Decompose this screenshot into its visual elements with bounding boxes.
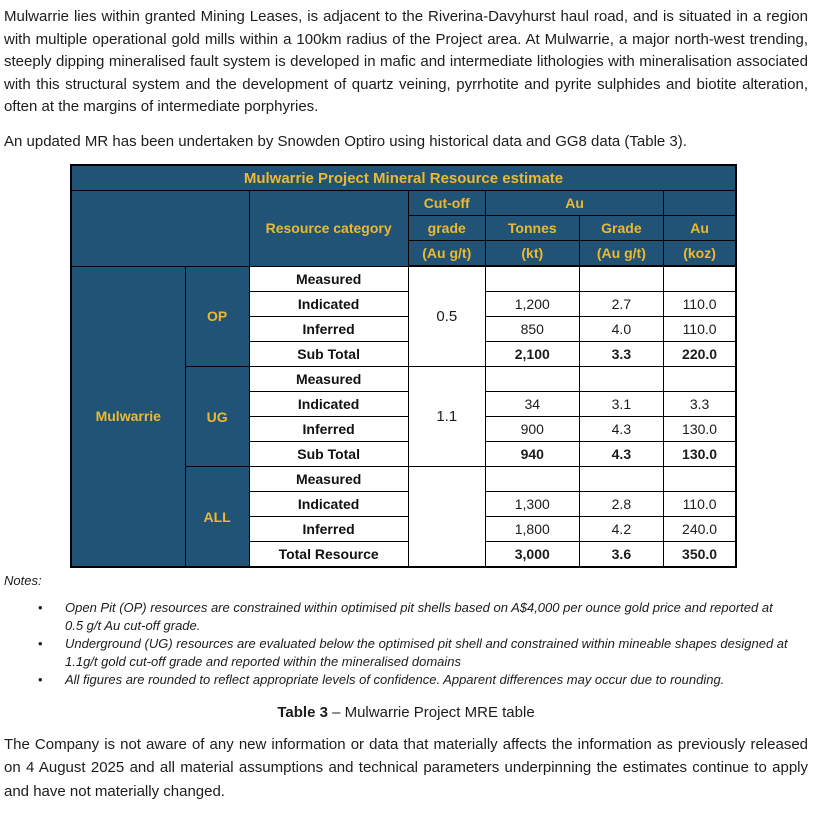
tonnes-cell: 34 [485,392,579,417]
grade-cell: 4.3 [579,442,664,467]
category-cell: Total Resource [249,542,408,568]
header-tonnes: Tonnes [485,216,579,241]
grade-cell: 4.0 [579,317,664,342]
grade-cell: 4.2 [579,517,664,542]
tonnes-cell: 1,200 [485,292,579,317]
category-cell: Inferred [249,317,408,342]
header-empty-cell [664,191,736,216]
intro-paragraph: Mulwarrie lies within granted Mining Leases, is adjacent to the Riverina-Davyhurst haul road, and is situated in a region with multiple operational gold mills within a 100km radius of the Project area. At Mulwarrie, a major north-west trending, steeply dipping mineralised fault system is developed in mafic and intermediate lithologies with mineralisation associated with this structural system and the development of quartz veining, pyrrhotite and pyrite sulphides and biotite alteration, often at the margins of intermediate porphyries. [4,8,808,115]
au-cell: 110.0 [664,317,736,342]
header-cutoff: Cut-off [408,191,485,216]
mre-update-paragraph: An updated MR has been undertaken by Snowden Optiro using historical data and GG8 data (Table 3). [4,132,687,150]
au-cell: 110.0 [664,492,736,517]
table-header-row-1 [71,191,736,216]
category-cell: Measured [249,367,408,392]
notes-label: Notes: [4,573,42,588]
tonnes-cell: 1,300 [485,492,579,517]
category-cell: Sub Total [249,342,408,367]
tonnes-cell [485,467,579,492]
au-cell: 110.0 [664,292,736,317]
header-tonnes-unit: (kt) [485,241,579,267]
au-cell: 130.0 [664,417,736,442]
table-title-row [71,165,736,191]
category-cell: Indicated [249,492,408,517]
grade-cell: 3.3 [579,342,664,367]
au-cell: 240.0 [664,517,736,542]
group-ug-cell: UG [185,367,249,467]
header-cutoff-unit: (Au g/t) [408,241,485,267]
grade-cell [579,266,664,292]
category-cell: Sub Total [249,442,408,467]
cutoff-all-cell [408,467,485,568]
grade-cell: 2.8 [579,492,664,517]
grade-cell [579,467,664,492]
au-cell: 220.0 [664,342,736,367]
group-op-cell: OP [185,266,249,367]
category-cell: Indicated [249,292,408,317]
table-title: Mulwarrie Project Mineral Resource estimate [71,165,736,191]
caption-label: Table 3 [277,703,328,721]
au-cell [664,467,736,492]
caption-text: – Mulwarrie Project MRE table [327,703,535,721]
tonnes-cell [485,367,579,392]
grade-cell [579,367,664,392]
tonnes-cell: 1,800 [485,517,579,542]
header-resource-category: Resource category [249,191,408,267]
header-cutoff-grade: grade [408,216,485,241]
note-rounding: • All figures are rounded to reflect appropriate levels of confidence. Apparent differences may occur due to rounding. [65,671,792,689]
table-caption [4,704,808,721]
cutoff-ug-cell: 1.1 [408,367,485,467]
header-spacer-cell [71,191,249,267]
au-cell: 130.0 [664,442,736,467]
header-grade: Grade [579,216,664,241]
note-open-pit: • Open Pit (OP) resources are constrained within optimised pit shells based on A$4,000 per ounce gold price and reported at 0.5 g/t Au cut-off grade. [65,599,792,634]
grade-cell: 2.7 [579,292,664,317]
group-all-cell: ALL [185,467,249,568]
project-cell: Mulwarrie [71,266,185,567]
table-row [71,266,736,292]
grade-cell: 3.6 [579,542,664,568]
tonnes-cell: 940 [485,442,579,467]
au-cell: 3.3 [664,392,736,417]
tonnes-cell [485,266,579,292]
header-au-group: Au [485,191,663,216]
tonnes-cell: 850 [485,317,579,342]
header-au: Au [664,216,736,241]
cutoff-op-cell: 0.5 [408,266,485,367]
mre-table [70,164,737,568]
au-cell: 350.0 [664,542,736,568]
tonnes-cell: 900 [485,417,579,442]
notes-list [4,599,808,689]
category-cell: Measured [249,266,408,292]
category-cell: Measured [249,467,408,492]
header-au-unit: (koz) [664,241,736,267]
category-cell: Indicated [249,392,408,417]
closing-paragraph: The Company is not aware of any new information or data that materially affects the information as previously released on 4 August 2025 and all material assumptions and technical parameters underpinning the estimates continue to apply and have not materially changed. [4,735,808,800]
tonnes-cell: 2,100 [485,342,579,367]
grade-cell: 3.1 [579,392,664,417]
au-cell [664,266,736,292]
tonnes-cell: 3,000 [485,542,579,568]
header-grade-unit: (Au g/t) [579,241,664,267]
note-underground: • Underground (UG) resources are evaluated below the optimised pit shell and constrained within mineable shapes designed at 1.1g/t gold cut-off grade and reported within the mineralised domains [65,635,792,670]
document-page [0,6,813,803]
category-cell: Inferred [249,517,408,542]
au-cell [664,367,736,392]
grade-cell: 4.3 [579,417,664,442]
category-cell: Inferred [249,417,408,442]
